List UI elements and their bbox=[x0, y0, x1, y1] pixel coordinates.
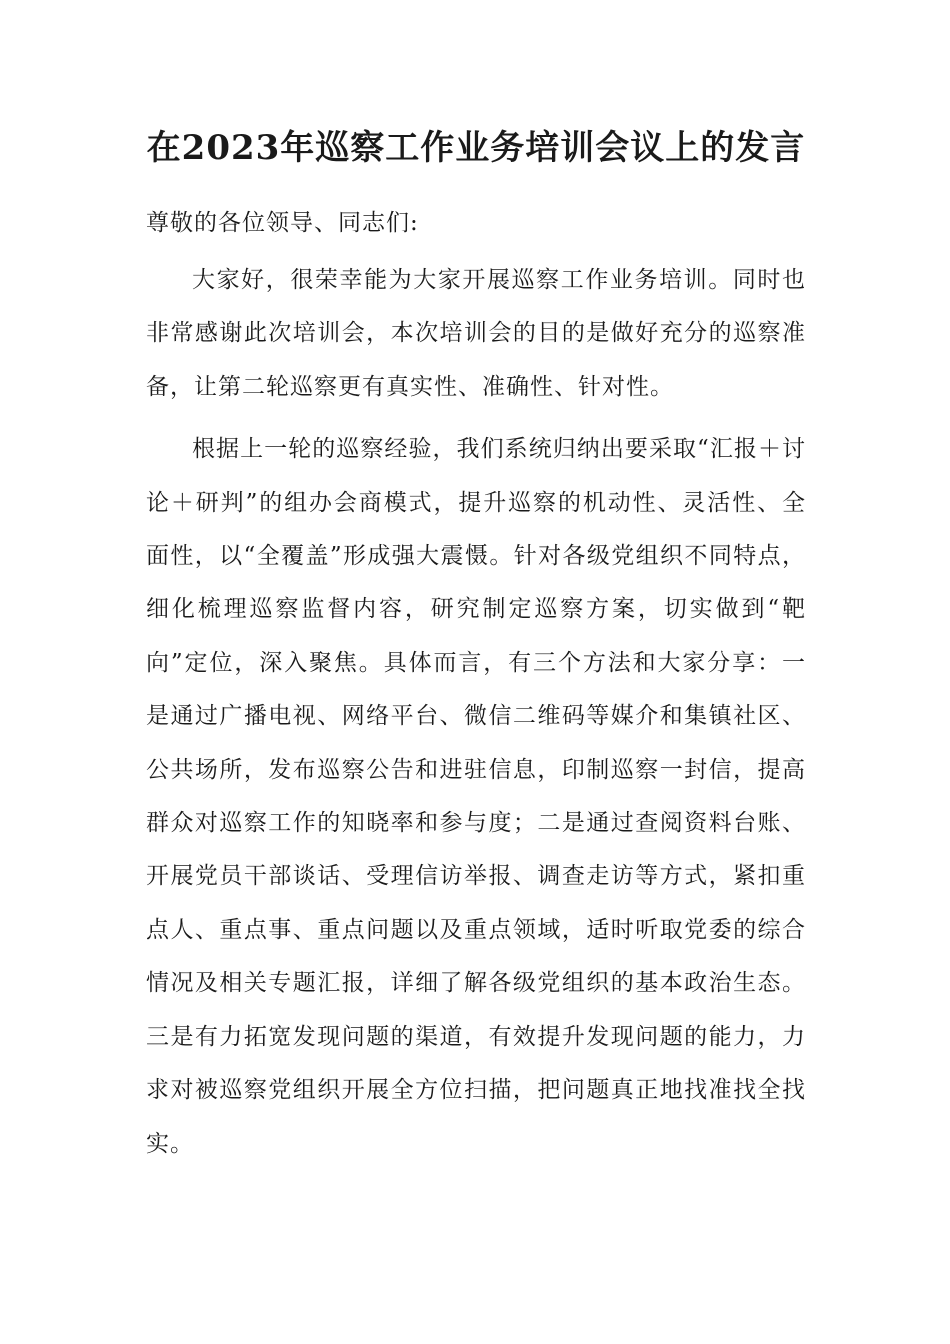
salutation: 尊敬的各位领导、同志们: bbox=[146, 210, 419, 236]
document-page bbox=[146, 124, 806, 1171]
document-title: 在2023年巡察工作业务培训会议上的发言 bbox=[146, 128, 806, 168]
paragraph-2: 根据上一轮的巡察经验，我们系统归纳出要采取“汇报＋讨论＋研判”的组办会商模式，提升巡察的机动性、灵活性、全面性，以“全覆盖”形成强大震慑。针对各级党组织不同特点，细化梳理巡察监督内容，研究制定巡察方案，切实做到“靶向”定位，深入聚焦。具体而言，有三个方法和大家分享：一是通过广播电视、网络平台、微信二维码等媒介和集镇社区、公共场所，发布巡察公告和进驻信息，印制巡察一封信，提高群众对巡察工作的知晓率和参与度；二是通过查阅资料台账、开展党员干部谈话、受理信访举报、调查走访等方式，紧扣重点人、重点事、重点问题以及重点领域，适时听取党委的综合情况及相关专题汇报，详细了解各级党组织的基本政治生态。三是有力拓宽发现问题的渠道，有效提升发现问题的能力，力求对被巡察党组织开展全方位扫描，把问题真正地找准找全找实。 bbox=[146, 436, 806, 1157]
paragraph-1: 大家好，很荣幸能为大家开展巡察工作业务培训。同时也非常感谢此次培训会，本次培训会的目的是做好充分的巡察准备，让第二轮巡察更有真实性、准确性、针对性。 bbox=[146, 267, 806, 400]
